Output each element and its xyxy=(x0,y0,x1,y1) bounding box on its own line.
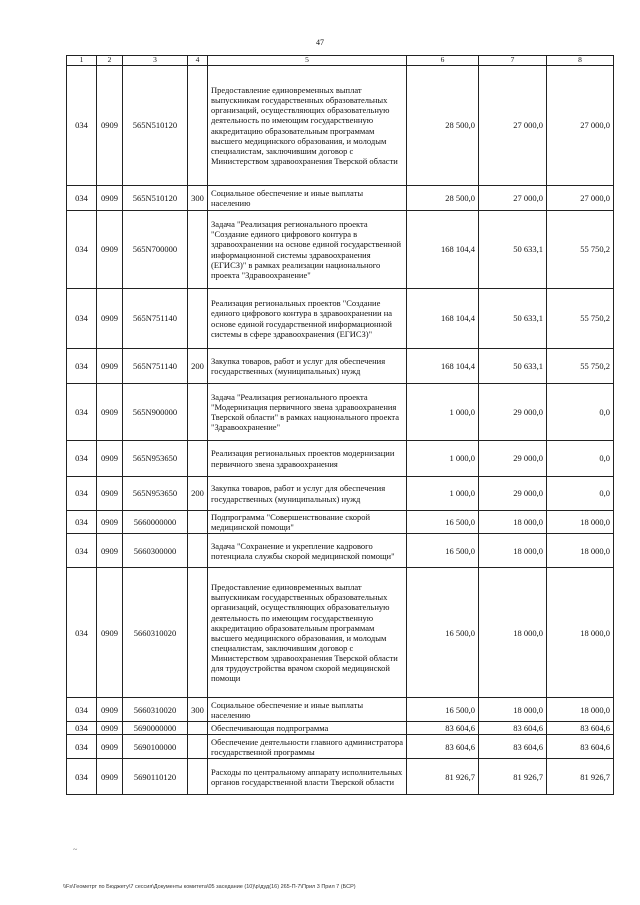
code-cell xyxy=(188,722,208,735)
item-name-cell: Предоставление единовременных выплат выпускникам государственных образовательных организаций, осуществляющих образовательную деятельность по имеющим государственную аккредитацию образовательным программам высшего медицинского образования, и молодым специалистам, заключившим договор с Министерством здравоохранения Тверской области для трудоустройства врачом скорой медицинской помощи xyxy=(208,568,407,698)
table-row xyxy=(67,722,614,735)
code-cell: 565N953650 xyxy=(123,441,188,477)
budget-table xyxy=(66,55,614,795)
amount-cell: 83 604,6 xyxy=(547,735,614,759)
code-cell: 300 xyxy=(188,186,208,211)
amount-cell: 1 000,0 xyxy=(407,384,479,441)
code-cell: 565N700000 xyxy=(123,211,188,289)
table-row xyxy=(67,441,614,477)
amount-cell: 18 000,0 xyxy=(547,568,614,698)
column-header: 7 xyxy=(479,56,547,66)
amount-cell: 16 500,0 xyxy=(407,568,479,698)
table-row xyxy=(67,477,614,511)
item-name-cell: Задача "Реализация регионального проекта "Модернизация первичного звена здравоохранения Тверской области" в рамках национального проекта "Здравоохранение" xyxy=(208,384,407,441)
item-name-cell: Закупка товаров, работ и услуг для обеспечения государственных (муниципальных) нужд xyxy=(208,349,407,384)
page-number: 47 xyxy=(316,38,324,47)
code-cell xyxy=(188,66,208,186)
amount-cell: 1 000,0 xyxy=(407,477,479,511)
code-cell: 565N751140 xyxy=(123,349,188,384)
amount-cell: 83 604,6 xyxy=(407,735,479,759)
code-cell xyxy=(188,511,208,534)
amount-cell: 83 604,6 xyxy=(407,722,479,735)
margin-mark: ~ xyxy=(73,845,78,854)
amount-cell: 55 750,2 xyxy=(547,211,614,289)
item-name-cell: Расходы по центральному аппарату исполнительных органов государственной власти Тверской области xyxy=(208,759,407,795)
column-header: 5 xyxy=(208,56,407,66)
amount-cell: 0,0 xyxy=(547,441,614,477)
item-name-cell: Закупка товаров, работ и услуг для обеспечения государственных (муниципальных) нужд xyxy=(208,477,407,511)
table-row xyxy=(67,511,614,534)
table-row xyxy=(67,568,614,698)
column-header: 6 xyxy=(407,56,479,66)
amount-cell: 81 926,7 xyxy=(479,759,547,795)
amount-cell: 55 750,2 xyxy=(547,349,614,384)
code-cell: 0909 xyxy=(97,211,123,289)
amount-cell: 18 000,0 xyxy=(547,698,614,722)
code-cell: 565N751140 xyxy=(123,289,188,349)
amount-cell: 29 000,0 xyxy=(479,477,547,511)
file-path-footer: \\Fs\Геометрт по Бюджету\7 сессия\Документы комитета\05 заседание (10)\р\дуд(16) 265-П-7\Прил 3 Прил 7 (БСР) xyxy=(63,884,356,890)
code-cell: 034 xyxy=(67,66,97,186)
code-cell: 034 xyxy=(67,441,97,477)
item-name-cell: Реализация региональных проектов модернизации первичного звена здравоохранения xyxy=(208,441,407,477)
code-cell xyxy=(188,211,208,289)
code-cell: 0909 xyxy=(97,289,123,349)
amount-cell: 0,0 xyxy=(547,477,614,511)
item-name-cell: Социальное обеспечение и иные выплаты населению xyxy=(208,698,407,722)
amount-cell: 168 104,4 xyxy=(407,289,479,349)
code-cell: 200 xyxy=(188,477,208,511)
item-name-cell: Обеспечение деятельности главного администратора государственной программы xyxy=(208,735,407,759)
amount-cell: 27 000,0 xyxy=(479,66,547,186)
code-cell: 5660310020 xyxy=(123,698,188,722)
code-cell: 034 xyxy=(67,477,97,511)
amount-cell: 50 633,1 xyxy=(479,349,547,384)
code-cell: 0909 xyxy=(97,384,123,441)
code-cell: 5660310020 xyxy=(123,568,188,698)
amount-cell: 83 604,6 xyxy=(479,735,547,759)
code-cell: 034 xyxy=(67,349,97,384)
code-cell: 0909 xyxy=(97,722,123,735)
amount-cell: 50 633,1 xyxy=(479,211,547,289)
amount-cell: 27 000,0 xyxy=(547,186,614,211)
amount-cell: 18 000,0 xyxy=(547,511,614,534)
code-cell xyxy=(188,568,208,698)
code-cell: 0909 xyxy=(97,349,123,384)
table-row xyxy=(67,735,614,759)
amount-cell: 18 000,0 xyxy=(479,511,547,534)
column-number-row xyxy=(67,56,614,66)
item-name-cell: Подпрограмма "Совершенствование скорой медицинской помощи" xyxy=(208,511,407,534)
code-cell xyxy=(188,289,208,349)
code-cell: 5690000000 xyxy=(123,722,188,735)
table-row xyxy=(67,384,614,441)
amount-cell: 18 000,0 xyxy=(479,698,547,722)
code-cell: 565N900000 xyxy=(123,384,188,441)
code-cell: 034 xyxy=(67,384,97,441)
code-cell: 034 xyxy=(67,735,97,759)
column-header: 8 xyxy=(547,56,614,66)
code-cell: 300 xyxy=(188,698,208,722)
code-cell: 0909 xyxy=(97,759,123,795)
amount-cell: 28 500,0 xyxy=(407,186,479,211)
code-cell: 0909 xyxy=(97,534,123,568)
amount-cell: 27 000,0 xyxy=(479,186,547,211)
table-row xyxy=(67,186,614,211)
code-cell: 5690100000 xyxy=(123,735,188,759)
code-cell xyxy=(188,735,208,759)
item-name-cell: Реализация региональных проектов "Создание единого цифрового контура в здравоохранении на основе единой государственной информационной системы в сфере здравоохранения (ЕГИСЗ)" xyxy=(208,289,407,349)
amount-cell: 55 750,2 xyxy=(547,289,614,349)
table-row xyxy=(67,698,614,722)
amount-cell: 168 104,4 xyxy=(407,211,479,289)
amount-cell: 83 604,6 xyxy=(547,722,614,735)
code-cell: 0909 xyxy=(97,477,123,511)
amount-cell: 50 633,1 xyxy=(479,289,547,349)
amount-cell: 18 000,0 xyxy=(547,534,614,568)
column-header: 3 xyxy=(123,56,188,66)
code-cell: 0909 xyxy=(97,441,123,477)
code-cell: 565N510120 xyxy=(123,66,188,186)
table-row xyxy=(67,66,614,186)
table-row xyxy=(67,211,614,289)
amount-cell: 28 500,0 xyxy=(407,66,479,186)
amount-cell: 1 000,0 xyxy=(407,441,479,477)
code-cell: 034 xyxy=(67,534,97,568)
code-cell: 034 xyxy=(67,759,97,795)
column-header: 4 xyxy=(188,56,208,66)
table-row xyxy=(67,349,614,384)
code-cell: 034 xyxy=(67,722,97,735)
code-cell: 0909 xyxy=(97,735,123,759)
code-cell: 0909 xyxy=(97,186,123,211)
amount-cell: 81 926,7 xyxy=(547,759,614,795)
code-cell: 034 xyxy=(67,211,97,289)
amount-cell: 16 500,0 xyxy=(407,534,479,568)
amount-cell: 29 000,0 xyxy=(479,441,547,477)
code-cell: 565N953650 xyxy=(123,477,188,511)
item-name-cell: Задача "Реализация регионального проекта "Создание единого цифрового контура в здравоохранении на основе единой государственной информационной системы здравоохранения (ЕГИСЗ)" в рамках реализации национального проекта "Здравоохранение" xyxy=(208,211,407,289)
code-cell: 565N510120 xyxy=(123,186,188,211)
code-cell: 0909 xyxy=(97,698,123,722)
amount-cell: 0,0 xyxy=(547,384,614,441)
code-cell: 5660000000 xyxy=(123,511,188,534)
code-cell: 034 xyxy=(67,289,97,349)
amount-cell: 168 104,4 xyxy=(407,349,479,384)
table-row xyxy=(67,289,614,349)
amount-cell: 16 500,0 xyxy=(407,511,479,534)
column-header: 1 xyxy=(67,56,97,66)
code-cell: 200 xyxy=(188,349,208,384)
code-cell xyxy=(188,384,208,441)
amount-cell: 27 000,0 xyxy=(547,66,614,186)
table-row xyxy=(67,759,614,795)
amount-cell: 18 000,0 xyxy=(479,534,547,568)
code-cell: 5660300000 xyxy=(123,534,188,568)
amount-cell: 29 000,0 xyxy=(479,384,547,441)
code-cell: 0909 xyxy=(97,66,123,186)
item-name-cell: Предоставление единовременных выплат выпускникам государственных образовательных организаций, осуществляющих образовательную деятельность по имеющим государственную аккредитацию образовательным программам высшего медицинского образования, и молодым специалистам, заключившим договор с Министерством здравоохранения Тверской области xyxy=(208,66,407,186)
code-cell: 034 xyxy=(67,568,97,698)
code-cell xyxy=(188,534,208,568)
item-name-cell: Задача "Сохранение и укрепление кадрового потенциала службы скорой медицинской помощи" xyxy=(208,534,407,568)
item-name-cell: Обеспечивающая подпрограмма xyxy=(208,722,407,735)
amount-cell: 16 500,0 xyxy=(407,698,479,722)
code-cell xyxy=(188,759,208,795)
code-cell: 034 xyxy=(67,698,97,722)
code-cell xyxy=(188,441,208,477)
code-cell: 034 xyxy=(67,511,97,534)
code-cell: 034 xyxy=(67,186,97,211)
column-header: 2 xyxy=(97,56,123,66)
code-cell: 0909 xyxy=(97,568,123,698)
code-cell: 5690110120 xyxy=(123,759,188,795)
amount-cell: 83 604,6 xyxy=(479,722,547,735)
code-cell: 0909 xyxy=(97,511,123,534)
amount-cell: 18 000,0 xyxy=(479,568,547,698)
item-name-cell: Социальное обеспечение и иные выплаты населению xyxy=(208,186,407,211)
amount-cell: 81 926,7 xyxy=(407,759,479,795)
table-row xyxy=(67,534,614,568)
